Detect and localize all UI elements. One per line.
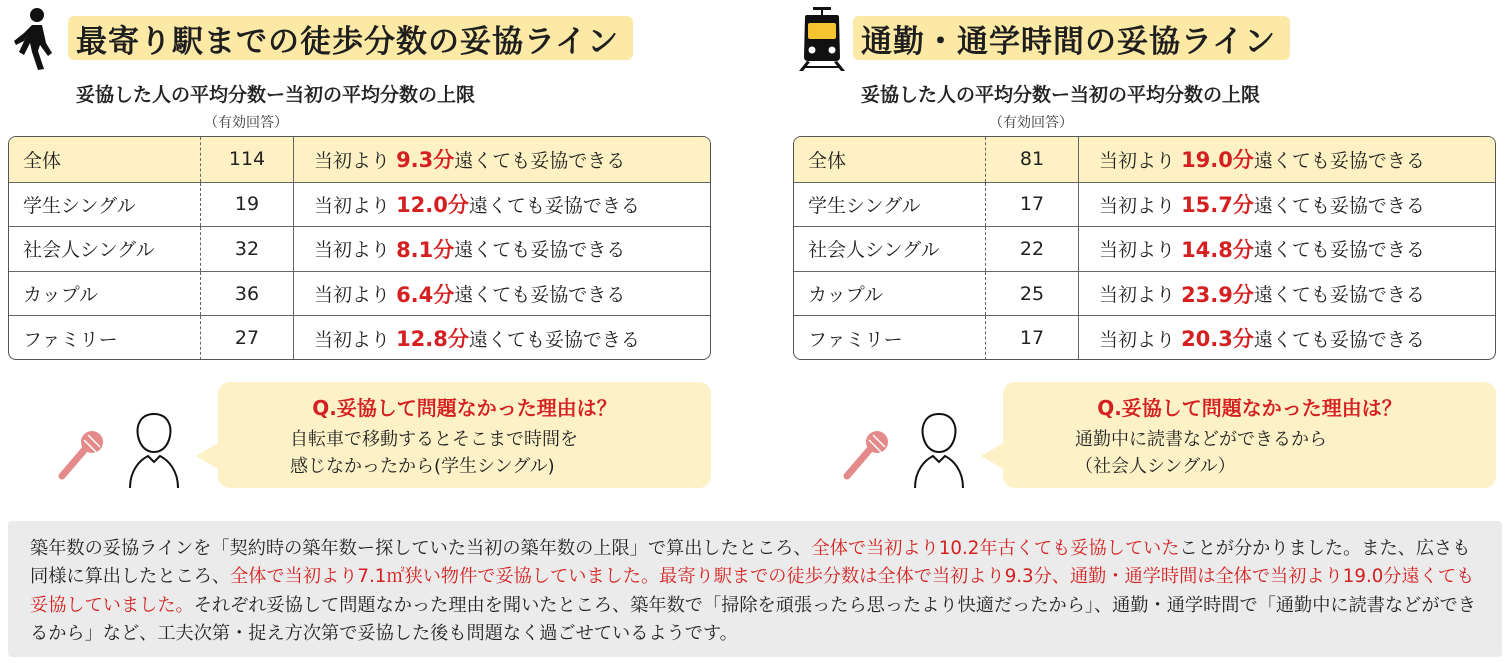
interview-illustration [841, 410, 991, 490]
table-row [794, 182, 1495, 227]
table-row [794, 226, 1495, 271]
result-cell [293, 183, 710, 227]
result-cell [1078, 183, 1495, 227]
compromise-table [793, 136, 1496, 360]
reason-speech-bubble [1003, 382, 1496, 488]
table-row [9, 137, 710, 182]
result-cell [1078, 137, 1495, 182]
result-suffix: 遠くても妥協できる [454, 149, 626, 172]
result-prefix: 当初より [314, 284, 391, 307]
count-cell: 17 [985, 183, 1078, 227]
result-prefix: 当初より [1099, 149, 1176, 172]
table-row [794, 137, 1495, 182]
table-subtitle: 妥協した人の平均分数ー当初の平均分数の上限 [861, 84, 1261, 106]
group-cell: カップル [808, 284, 884, 307]
group-cell: 学生シングル [808, 194, 921, 217]
result-value: 19.0分 [1181, 148, 1254, 173]
microphone-icon [847, 431, 888, 476]
result-suffix: 遠くても妥協できる [1253, 194, 1425, 217]
count-cell: 25 [985, 272, 1078, 316]
result-value: 6.4分 [396, 282, 455, 307]
result-value: 12.8分 [396, 327, 469, 352]
group-cell: 社会人シングル [23, 239, 155, 262]
walking-time-panel [8, 0, 723, 500]
result-prefix: 当初より [314, 149, 391, 172]
result-cell [1078, 227, 1495, 271]
result-suffix: 遠くても妥協できる [1253, 284, 1425, 307]
table-subtitle: 妥協した人の平均分数ー当初の平均分数の上限 [76, 84, 476, 106]
person-outline-icon [915, 414, 963, 488]
summary-highlight: 全体で当初より10.2年古くても妥協していた [811, 538, 1180, 559]
panel-title: 最寄り駅までの徒歩分数の妥協ライン [76, 23, 620, 60]
group-cell: 全体 [23, 149, 62, 172]
valid-responses-note: （有効回答） [989, 115, 1073, 131]
group-cell: 全体 [808, 149, 847, 172]
group-cell: 学生シングル [23, 194, 136, 217]
count-cell: 19 [200, 183, 293, 227]
bubble-tail [981, 442, 1005, 470]
result-value: 9.3分 [396, 148, 455, 173]
result-suffix: 遠くても妥協できる [454, 239, 626, 262]
count-cell: 32 [200, 227, 293, 271]
result-suffix: 遠くても妥協できる [468, 328, 640, 351]
result-suffix: 遠くても妥協できる [1253, 328, 1425, 351]
train-icon [793, 5, 851, 71]
group-cell: 社会人シングル [808, 239, 940, 262]
result-value: 20.3分 [1181, 327, 1254, 352]
result-prefix: 当初より [1099, 239, 1176, 262]
result-cell [293, 227, 710, 271]
reason-speech-bubble [218, 382, 711, 488]
result-suffix: 遠くても妥協できる [468, 194, 640, 217]
result-value: 8.1分 [396, 237, 455, 262]
result-suffix: 遠くても妥協できる [1253, 239, 1425, 262]
count-cell: 36 [200, 272, 293, 316]
panel-title: 通勤・通学時間の妥協ライン [861, 23, 1277, 60]
summary-text: ことが分かりました。また、広さも同様に算出したところ、 [30, 538, 1471, 588]
result-value: 23.9分 [1181, 282, 1254, 307]
result-cell [293, 316, 710, 360]
summary-text: それぞれ妥協して問題なかった理由を聞いたところ、築年数で「掃除を頑張ったら思ったより快適だったから」、通勤・通学時間で「通勤中に読書などができるから」など、工夫次第・捉え方次第で妥協した後も問題なく過ごせているようです。 [30, 594, 1476, 645]
count-cell: 17 [985, 316, 1078, 360]
count-cell: 27 [200, 316, 293, 360]
result-prefix: 当初より [314, 239, 391, 262]
bubble-tail [196, 442, 220, 470]
summary-text: 築年数の妥協ラインを「契約時の築年数ー探していた当初の築年数の上限」で算出したところ、 [30, 538, 812, 559]
result-value: 15.7分 [1181, 193, 1254, 218]
result-cell [293, 137, 710, 182]
panel-title-header [793, 5, 1290, 71]
result-prefix: 当初より [314, 328, 391, 351]
result-cell [1078, 272, 1495, 316]
table-row [9, 182, 710, 227]
result-prefix: 当初より [314, 194, 391, 217]
table-row [9, 315, 710, 360]
count-cell: 81 [985, 137, 1078, 182]
panel-title-bar [68, 16, 633, 60]
result-value: 12.0分 [396, 193, 469, 218]
result-suffix: 遠くても妥協できる [454, 284, 626, 307]
summary-box [8, 521, 1502, 657]
answer-text: 通勤中に読書などができるから （社会人シングル） [1075, 429, 1327, 477]
compromise-table [8, 136, 711, 360]
group-cell: カップル [23, 284, 99, 307]
person-outline-icon [130, 414, 178, 488]
panel-title-bar [853, 16, 1290, 60]
summary-highlight: 全体で当初より7.1㎡狭い物件で妥協していました。最寄り駅までの徒歩分数は全体で当初より9.3分、通勤・通学時間は全体で当初より19.0分遠くても妥協していました。 [30, 566, 1475, 616]
answer-text: 自転車で移動するとそこまで時間を 感じなかったから(学生シングル) [290, 429, 578, 477]
table-row [9, 226, 710, 271]
question-text: Q.妥協して問題なかった理由は？ [1097, 396, 1402, 420]
result-cell [1078, 316, 1495, 360]
result-cell [293, 272, 710, 316]
result-value: 14.8分 [1181, 237, 1254, 262]
result-prefix: 当初より [1099, 328, 1176, 351]
valid-responses-note: （有効回答） [204, 115, 288, 131]
table-row [794, 271, 1495, 316]
result-prefix: 当初より [1099, 194, 1176, 217]
interview-illustration [56, 410, 206, 490]
question-text: Q.妥協して問題なかった理由は？ [312, 396, 617, 420]
table-row [9, 271, 710, 316]
microphone-icon [62, 431, 103, 476]
panel-title-header [8, 5, 633, 71]
table-row [794, 315, 1495, 360]
commute-time-panel [793, 0, 1508, 500]
count-cell: 22 [985, 227, 1078, 271]
group-cell: ファミリー [808, 328, 903, 351]
count-cell: 114 [200, 137, 293, 182]
result-prefix: 当初より [1099, 284, 1176, 307]
result-suffix: 遠くても妥協できる [1253, 149, 1425, 172]
group-cell: ファミリー [23, 328, 118, 351]
walking-person-icon [8, 5, 66, 71]
